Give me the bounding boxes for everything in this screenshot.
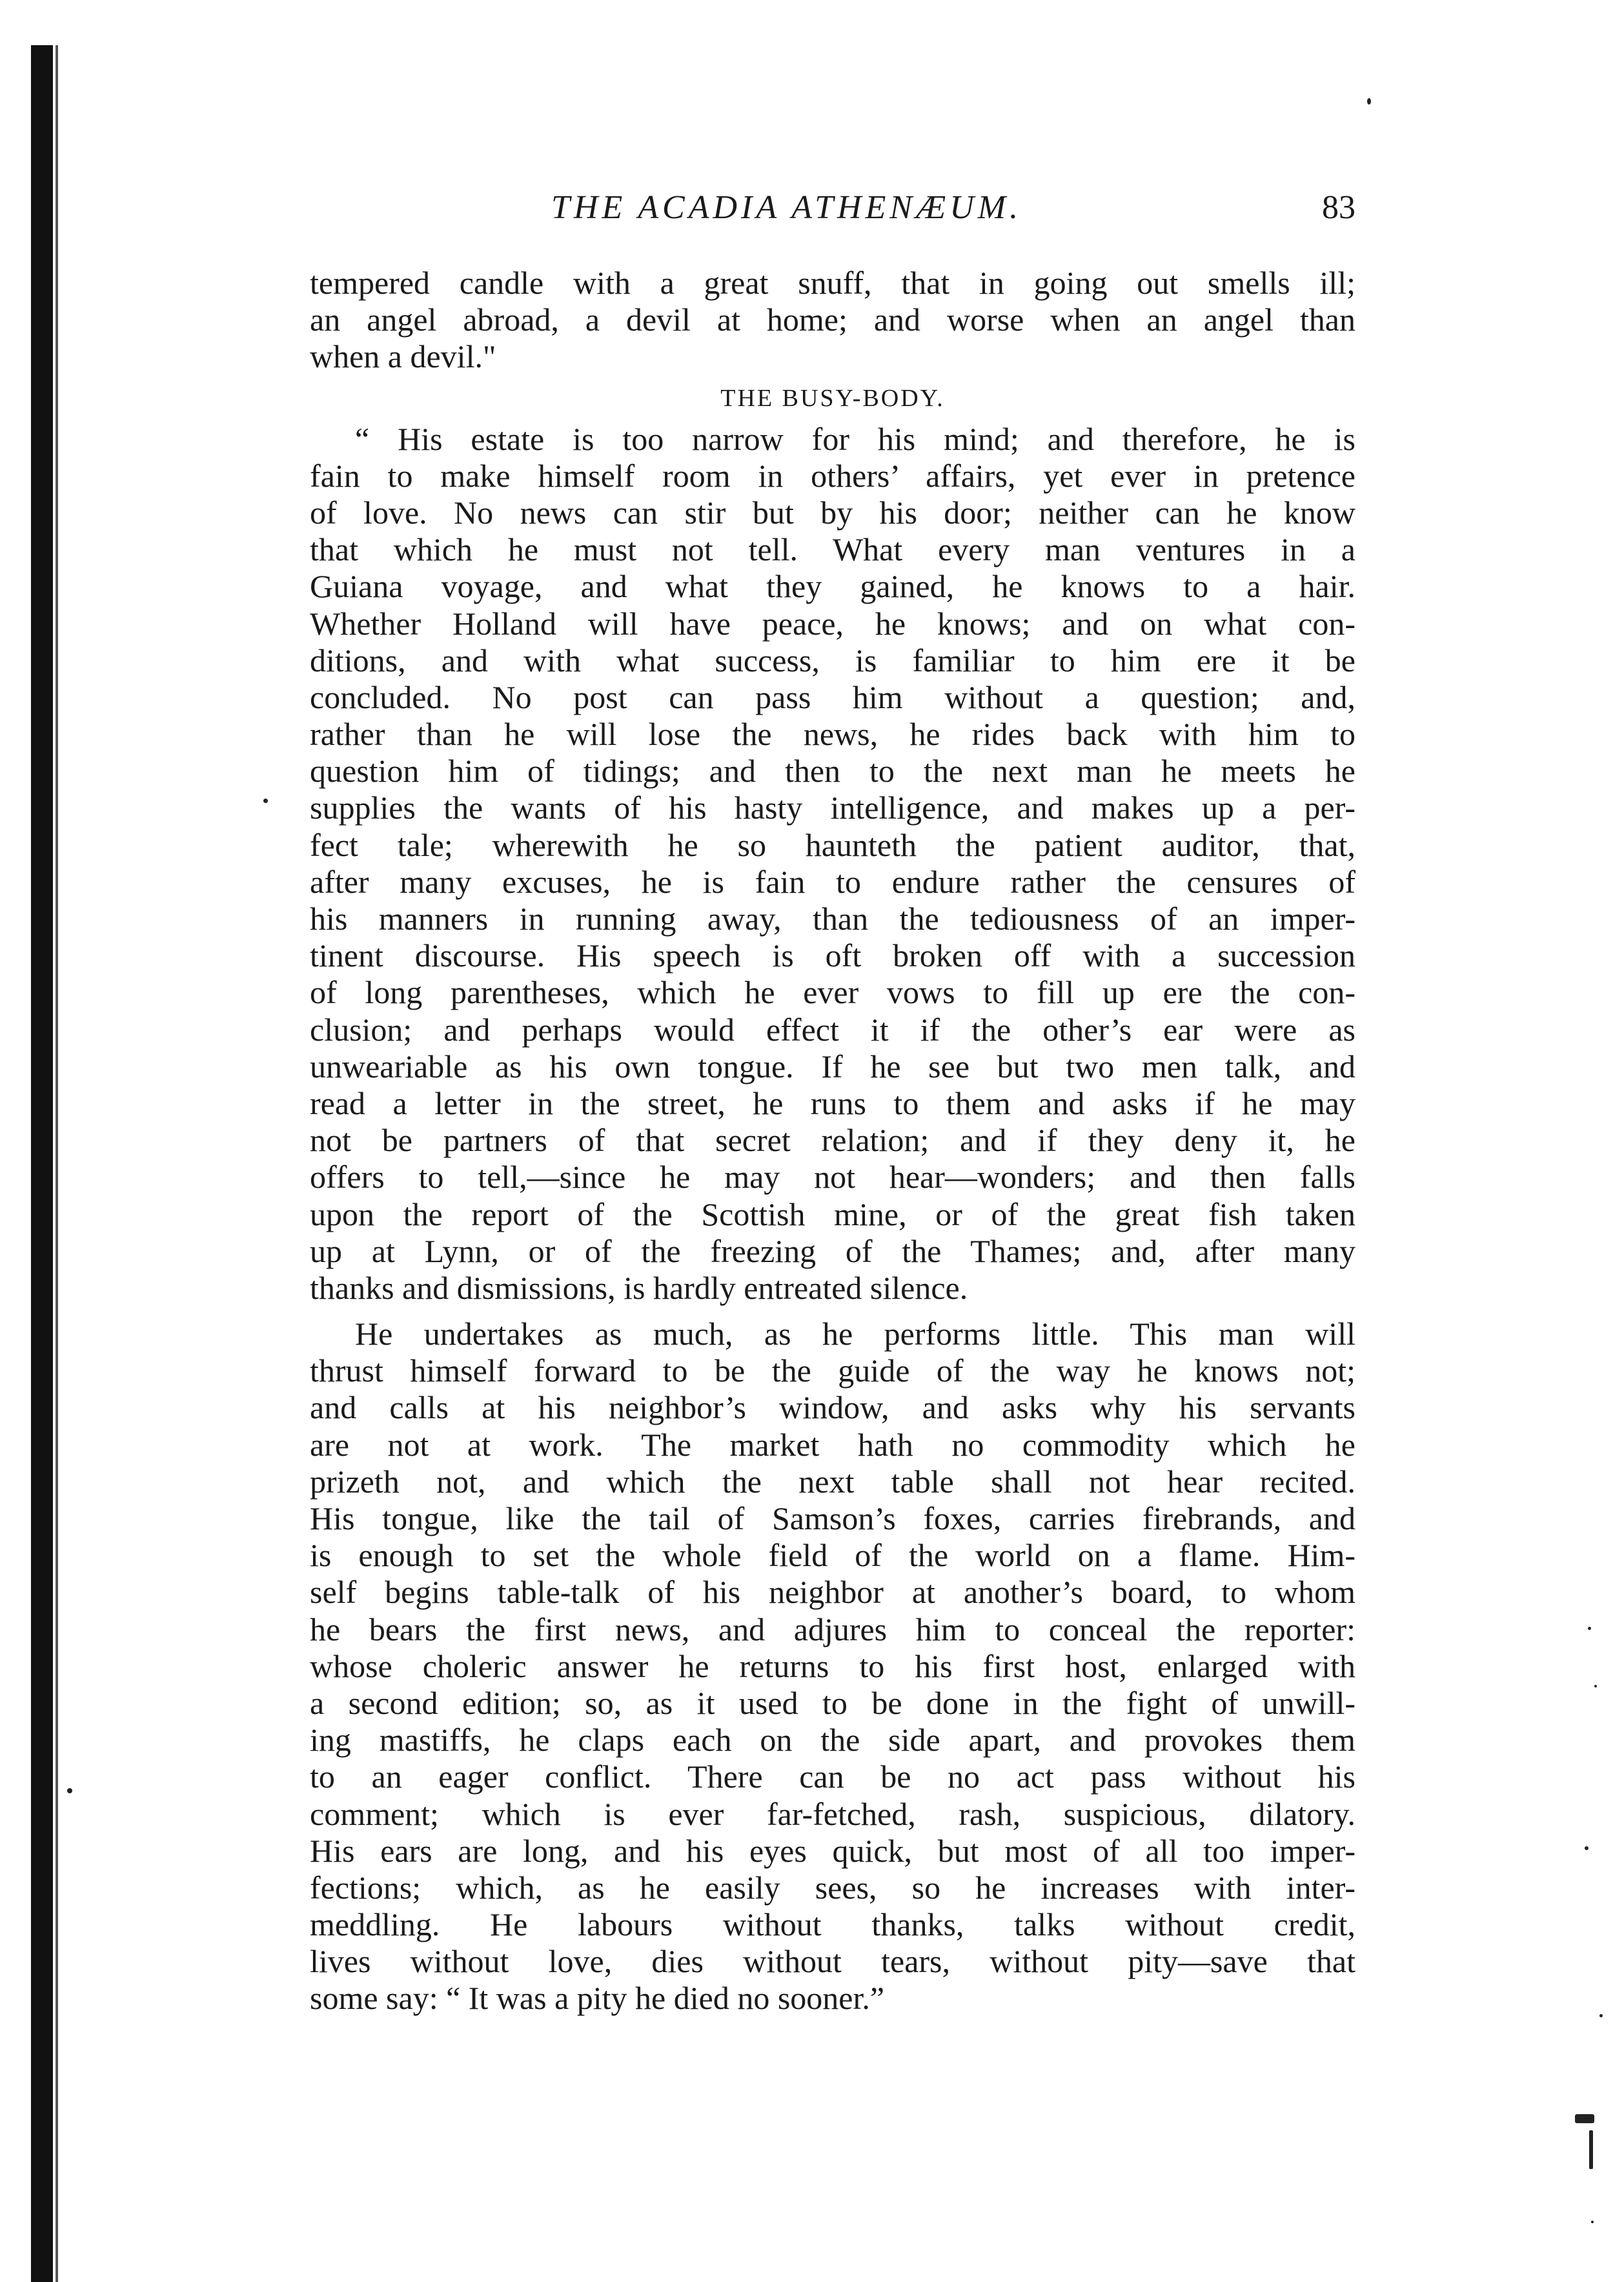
text-line: His ears are long, and his eyes quick, but most of all too imper- [310,1832,1355,1869]
text-line: his manners in running away, than the tediousness of an imper- [310,901,1355,937]
scan-speck [1575,2114,1594,2123]
text-line: offers to tell,—since he may not hear—wonders; and then falls [310,1159,1355,1196]
text-line: read a letter in the street, he runs to them and asks if he may [310,1085,1355,1121]
scan-speck [1588,1627,1591,1630]
text-line: clusion; and perhaps would effect it if the other’s ear were as [310,1011,1355,1048]
running-title: THE ACADIA ATHENÆUM. [551,189,1022,226]
text-line: are not at work. The market hath no commodity which he [310,1426,1355,1463]
text-line: “ His estate is too narrow for his mind; and therefore, he is [355,420,1355,457]
paragraph-busy-body-1 [310,421,1355,1307]
text-line: is enough to set the whole field of the world on a flame. Him- [310,1537,1355,1574]
scan-speck [1591,2221,1594,2223]
text-line: concluded. No post can pass him without a question; and, [310,678,1355,715]
text-line: after many excuses, he is fain to endure rather the censures of [310,863,1355,900]
text-line: ditions, and with what success, is familiar to him ere it be [310,642,1355,678]
scan-speck [1599,2014,1603,2017]
text-line: prizeth not, and which the next table shall not hear recited. [310,1463,1355,1500]
text-line: thanks and dismissions, is hardly entreated silence. [310,1269,968,1306]
paragraph-busy-body-2 [310,1316,1355,2017]
text-line: a second edition; so, as it used to be done in the fight of unwill- [310,1684,1355,1721]
text-line: supplies the wants of his hasty intelligence, and makes up a per- [310,790,1355,826]
text-line: when a devil." [310,338,496,375]
body-text [310,265,1355,2017]
paragraph-gap [310,1307,1355,1316]
scan-speck [1585,1846,1588,1850]
text-line: ing mastiffs, he claps each on the side apart, and provokes them [310,1722,1355,1758]
scan-speck [1594,1685,1597,1687]
scan-speck [1589,2130,1593,2169]
text-line: thrust himself forward to be the guide of the way he knows not; [310,1352,1355,1389]
text-line: He undertakes as much, as he performs little. This man will [355,1316,1355,1352]
text-line: upon the report of the Scottish mine, or of the great fish taken [310,1196,1355,1232]
text-line: fections; which, as he easily sees, so he increases with inter- [310,1869,1355,1906]
text-line: of long parentheses, which he ever vows to fill up ere the con- [310,974,1355,1011]
text-line: unweariable as his own tongue. If he see but two men talk, and [310,1048,1355,1085]
text-line: whose choleric answer he returns to his first host, enlarged with [310,1647,1355,1684]
binding-edge [31,45,53,2282]
text-line: Guiana voyage, and what they gained, he knows to a hair. [310,568,1355,605]
text-line: to an eager conflict. There can be no act pass without his [310,1758,1355,1795]
text-line: fain to make himself room in others’ affairs, yet ever in pretence [310,457,1355,494]
text-line: self begins table-talk of his neighbor at another’s board, to whom [310,1574,1355,1611]
text-line: an angel abroad, a devil at home; and worse when an angel than [310,301,1355,338]
text-line: meddling. He labours without thanks, talks without credit, [310,1906,1355,1943]
scan-speck [1367,98,1371,105]
text-line: tinent discourse. His speech is oft broken off with a succession [310,937,1355,974]
text-line: rather than he will lose the news, he rides back with him to [310,716,1355,753]
text-line: that which he must not tell. What every man ventures in a [310,531,1355,568]
text-line: not be partners of that secret relation; and if they deny it, he [310,1122,1355,1159]
text-line: and calls at his neighbor’s window, and asks why his servants [310,1389,1355,1426]
page-header [310,188,1355,234]
text-line: tempered candle with a great snuff, that in going out smells ill; [310,265,1355,301]
text-line: lives without love, dies without tears, without pity—save that [310,1943,1355,1980]
scan-speck [67,1788,72,1793]
text-line: some say: “ It was a pity he died no sooner.” [310,1980,885,2017]
text-line: fect tale; wherewith he so haunteth the patient auditor, that, [310,826,1355,863]
text-line: Whether Holland will have peace, he knows; and on what con- [310,605,1355,642]
page-number: 83 [1322,189,1355,226]
text-line: up at Lynn, or of the freezing of the Thames; and, after many [310,1232,1355,1269]
text-line: he bears the first news, and adjures him to conceal the reporter: [310,1611,1355,1647]
scan-speck [263,799,268,803]
text-line: of love. No news can stir but by his door; neither can he know [310,494,1355,531]
text-line: comment; which is ever far-fetched, rash, suspicious, dilatory. [310,1795,1355,1832]
section-heading: THE BUSY-BODY. [720,384,945,412]
text-line: His tongue, like the tail of Samson’s foxes, carries firebrands, and [310,1500,1355,1536]
intro-paragraph [310,265,1355,376]
text-line: question him of tidings; and then to the next man he meets he [310,753,1355,790]
binding-edge-shadow [56,45,58,2282]
